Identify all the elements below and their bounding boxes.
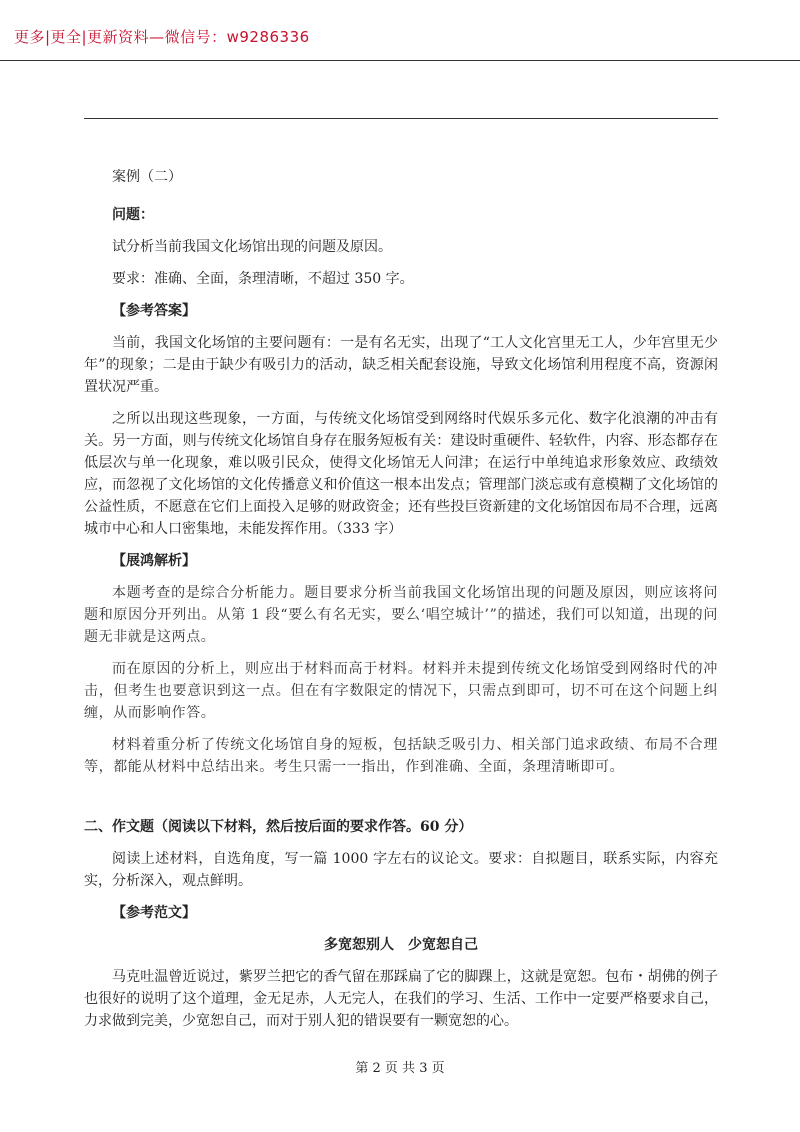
analysis-paragraph-1: 本题考查的是综合分析能力。题目要求分析当前我国文化场馆出现的问题及原因，则应该将问题和原因分开列出。从第 1 段“要么有名无实，要么‘唱空城计’”的描述，我们可以知道，出现的问题无非就是这两点。	[84, 585, 718, 645]
sample-essay-label: 【参考范文】	[112, 905, 196, 921]
question-text: 试分析当前我国文化场馆出现的问题及原因。	[112, 239, 392, 255]
top-banner: 更多|更全|更新资料—微信号：w9286336	[14, 28, 310, 46]
analysis-paragraph-2: 而在原因的分析上，则应出于材料而高于材料。材料并未提到传统文化场馆受到网络时代的冲击，但考生也要意识到这一点。但在有字数限定的情况下，只需点到即可，切不可在这个问题上纠缠，从而影响作答。	[84, 661, 718, 721]
header-divider	[84, 118, 718, 119]
reference-answer-label: 【参考答案】	[112, 303, 196, 319]
case-title: 案例（二）	[112, 169, 182, 185]
requirement-text: 要求：准确、全面，条理清晰，不超过 350 字。	[112, 271, 414, 287]
section-2-title: 二、作文题（阅读以下材料，然后按后面的要求作答。60 分）	[84, 819, 473, 835]
analysis-label: 【展鸿解析】	[112, 553, 196, 569]
essay-paragraph-1: 马克吐温曾近说过，紫罗兰把它的香气留在那踩扁了它的脚踝上，这就是宽恕。包布・胡佛的例子也很好的说明了这个道理，金无足赤，人无完人，在我们的学习、生活、工作中一定要严格要求自己，力求做到完美，少宽恕自己，而对于别人犯的错误要有一颗宽恕的心。	[84, 969, 718, 1029]
essay-title: 多宽恕别人 少宽恕自己	[324, 937, 478, 953]
page-number: 第 2 页 共 3 页	[355, 1061, 445, 1076]
analysis-paragraph-3: 材料着重分析了传统文化场馆自身的短板，包括缺乏吸引力、相关部门追求政绩、布局不合理等，都能从材料中总结出来。考生只需一一指出，作到准确、全面，条理清晰即可。	[84, 737, 718, 775]
answer-paragraph-1: 当前，我国文化场馆的主要问题有：一是有名无实，出现了“工人文化宫里无工人，少年宫里无少年”的现象；二是由于缺少有吸引力的活动，缺乏相关配套设施，导致文化场馆利用程度不高，资源闲置状况严重。	[84, 335, 718, 395]
question-label: 问题：	[112, 207, 154, 223]
answer-paragraph-2: 之所以出现这些现象，一方面，与传统文化场馆受到网络时代娱乐多元化、数字化浪潮的冲击有关。另一方面，则与传统文化场馆自身存在服务短板有关：建设时重硬件、轻软件，内容、形态都存在低层次与单一化现象，难以吸引民众，使得文化场馆无人问津；在运行中单纯追求形象效应、政绩效应，而忽视了文化场馆的文化传播意义和价值这一根本出发点；管理部门淡忘或有意模糊了文化场馆的公益性质，不愿意在它们上面投入足够的财政资金；还有些投巨资新建的文化场馆因布局不合理，远离城市中心和人口密集地，未能发挥作用。（333 字）	[84, 411, 718, 537]
top-divider	[0, 60, 800, 61]
page-content	[84, 166, 718, 1042]
section-2-instructions: 阅读上述材料，自选角度，写一篇 1000 字左右的议论文。要求：自拟题目，联系实际，内容充实，分析深入，观点鲜明。	[84, 851, 718, 889]
